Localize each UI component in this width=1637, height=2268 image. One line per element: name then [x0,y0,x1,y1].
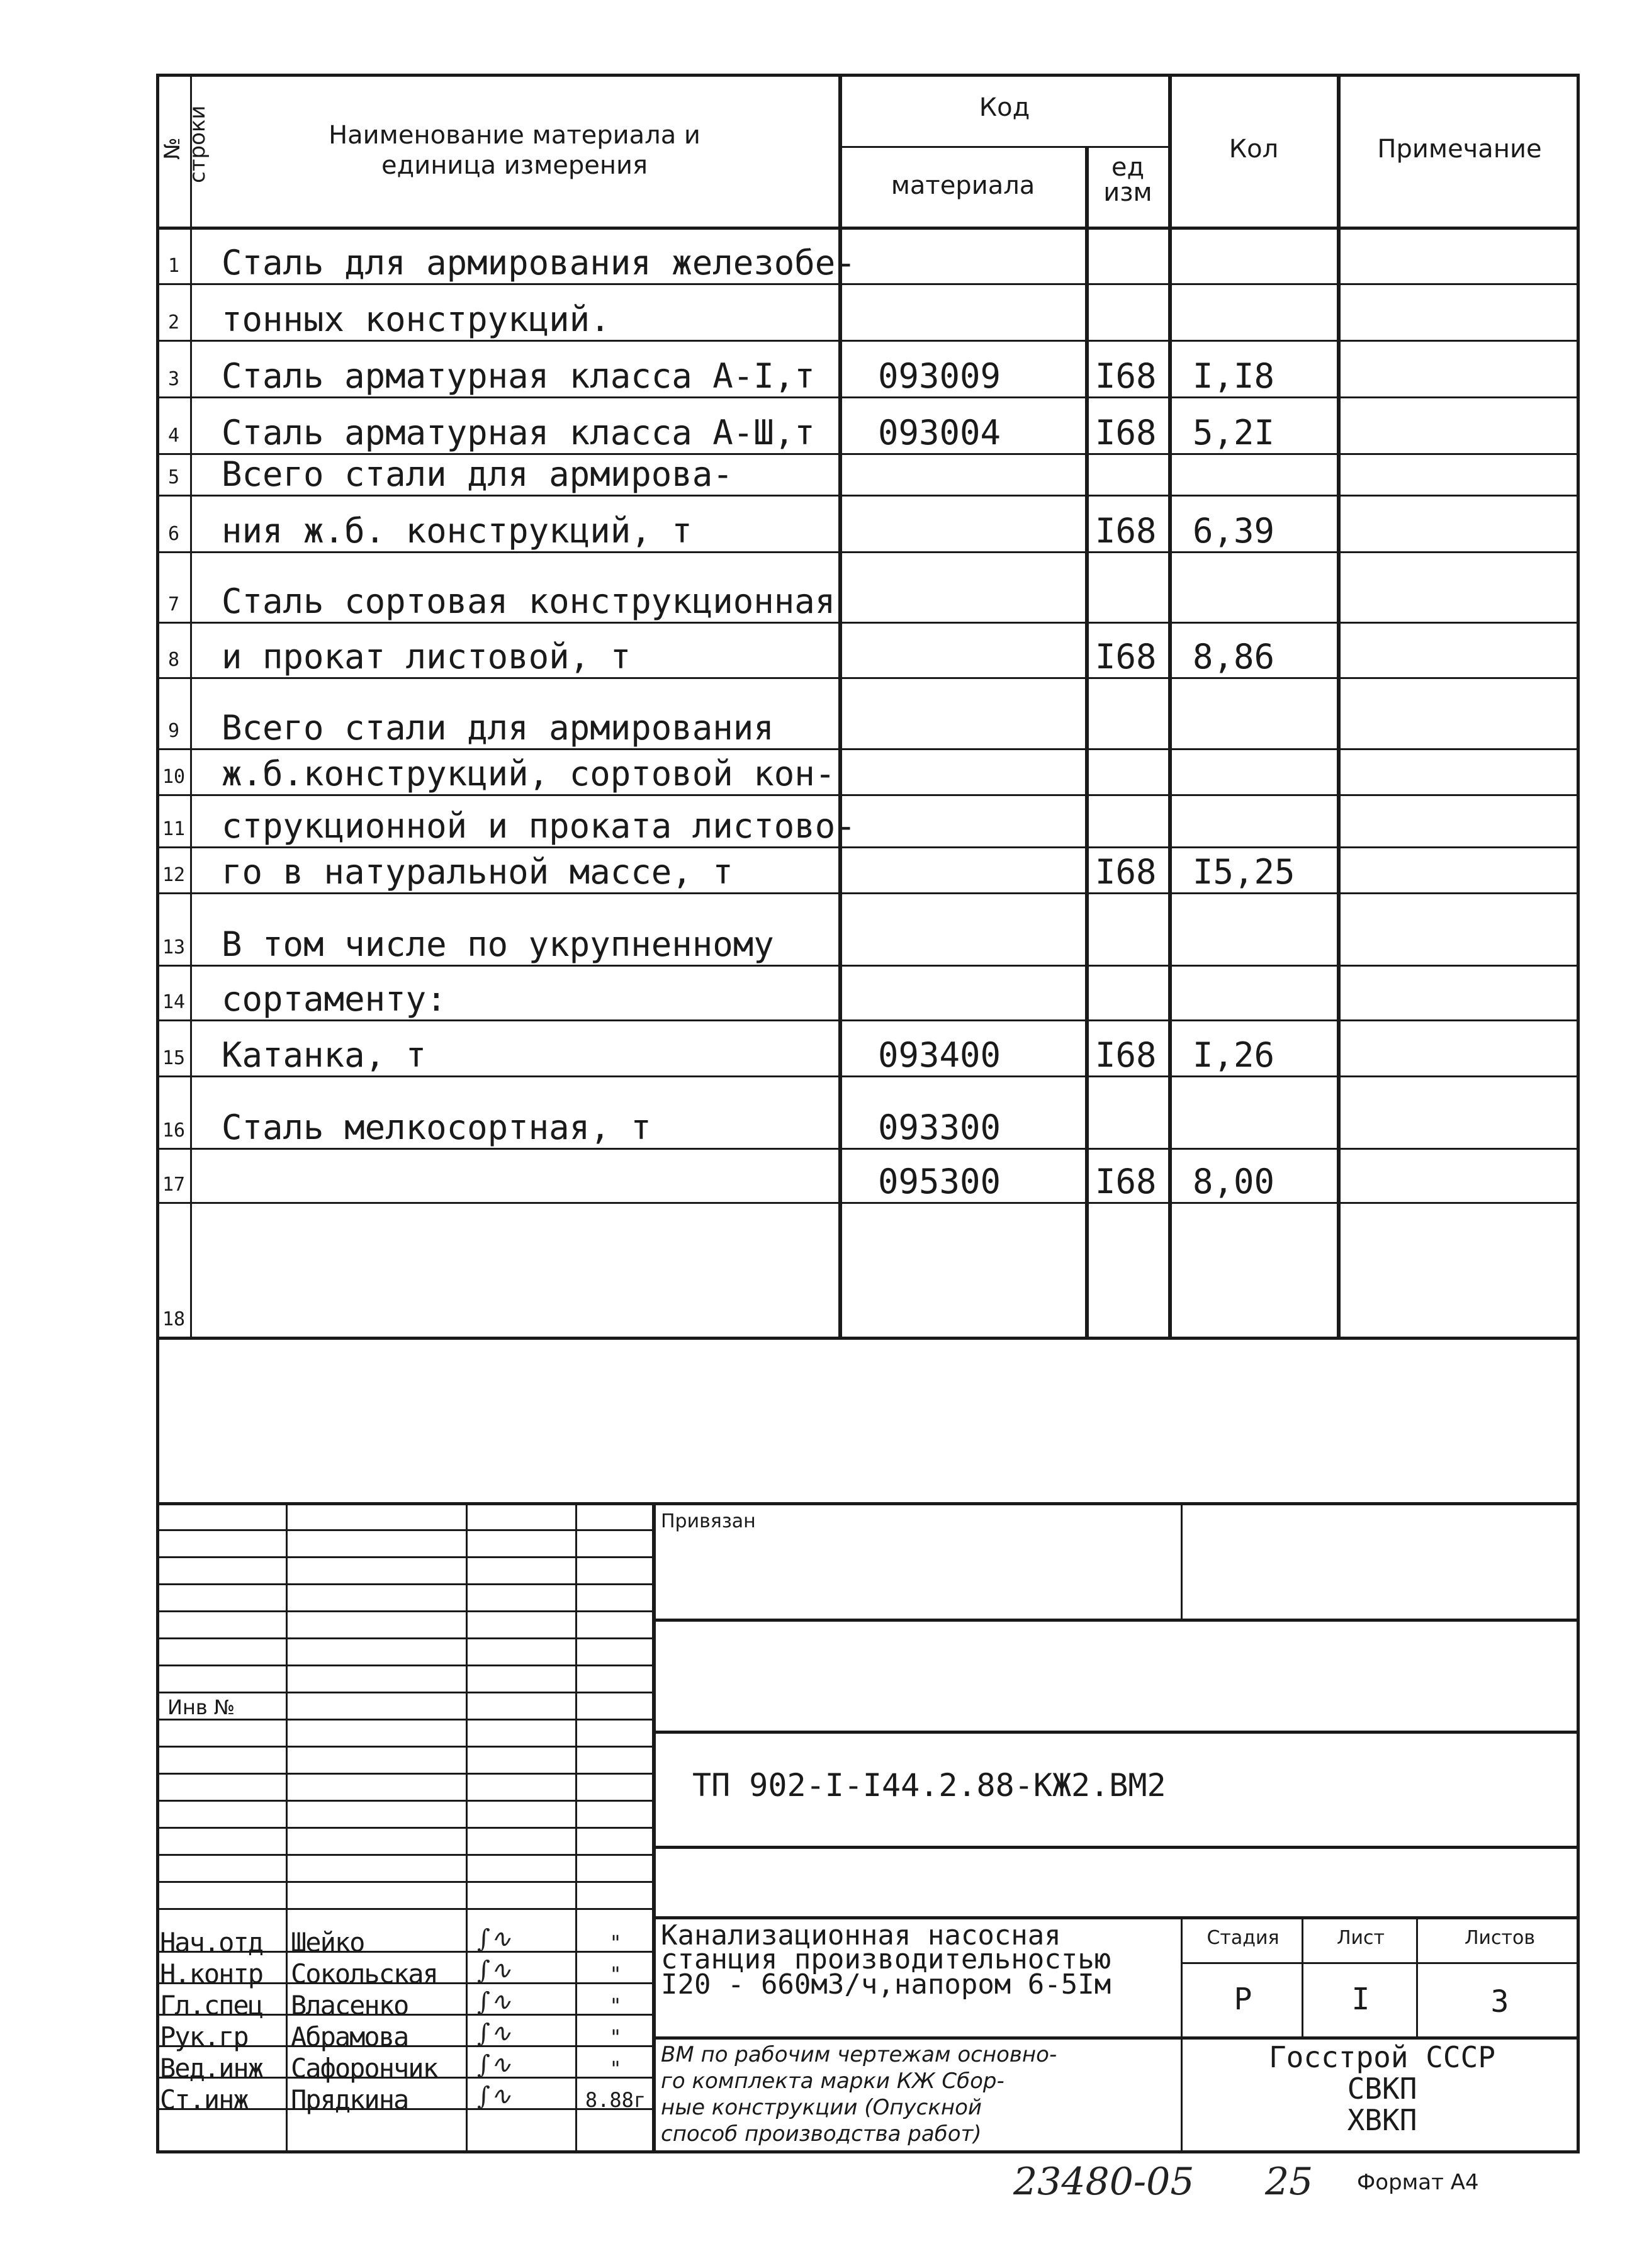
row-number-divider [156,1202,191,1204]
row-divider [190,283,1337,285]
stage-label: Стадия [1207,1927,1280,1949]
tb-right-line-1 [653,1619,1580,1622]
row-number: 14 [162,991,186,1013]
row-divider-tail [1337,846,1580,848]
sheet-value: I [1351,1982,1370,2017]
row-number-divider [156,965,191,967]
row-divider [190,340,1337,342]
staff-name: Прядкина [291,2084,408,2115]
tb-left-line-5 [156,1637,653,1639]
row-divider [190,1148,1337,1150]
row-number: 1 [167,255,180,277]
row-number: 18 [162,1308,186,1330]
tb-stage-line [1181,1962,1580,1964]
tb-bound-divider [1181,1502,1183,1619]
material-name: В том числе по укрупненному [222,924,774,964]
row-divider [190,495,1337,497]
unit-header-line2: изм [1103,178,1152,207]
tb-left-line-11 [156,1800,653,1802]
row-number: 4 [167,425,180,447]
bound-label: Привязан [661,1510,756,1532]
staff-name: Абрамова [291,2021,408,2052]
tb-col-role [286,1502,288,2153]
staff-date: " [609,2025,622,2049]
row-divider [190,965,1337,967]
row-number-divider [156,453,191,455]
material-code: 093004 [878,413,1001,452]
unit-code: I68 [1095,356,1157,396]
row-number-divider [156,551,191,553]
material-code: 095300 [878,1162,1001,1201]
organization-line3: ХВКП [1347,2103,1417,2137]
row-divider [190,622,1337,624]
row-number-divider [156,396,191,398]
tb-left-line-6 [156,1665,653,1666]
row-number: 7 [167,593,180,615]
row-number-divider [156,794,191,796]
document-code: ТП 902-I-I44.2.88-КЖ2.ВМ2 [692,1767,1166,1804]
header-bottom-line [156,227,1580,230]
material-name: сортаменту: [222,979,447,1019]
material-name: струкционной и проката листово- [222,806,856,846]
row-divider [190,892,1337,894]
staff-name: Шейко [291,1927,364,1958]
unit-code: I68 [1095,511,1157,551]
quantity: 6,39 [1193,511,1275,551]
tb-sheets-divider [1416,1916,1418,2036]
tb-left-line-10 [156,1773,653,1775]
row-number: 6 [167,523,180,545]
format-label: Формат А4 [1357,2170,1479,2195]
row-number: 13 [162,936,186,958]
inventory-label: Инв № [167,1695,235,1719]
quantity: 5,2I [1193,413,1275,452]
row-number-divider [156,1019,191,1021]
tb-desc-divider [1181,2036,1183,2153]
material-code: 093300 [878,1108,1001,1147]
tb-left-line-4 [156,1610,653,1612]
unit-code: I68 [1095,1162,1157,1201]
material-code: 093400 [878,1035,1001,1075]
unit-header-line1: ед [1111,153,1145,182]
code-header: Код [979,93,1030,122]
staff-name: Сокольская [291,1958,437,1989]
row-number: 9 [167,720,180,742]
row-divider [190,677,1337,679]
row-number: 17 [162,1174,186,1196]
row-number: 15 [162,1047,186,1069]
material-name: тонных конструкций. [222,300,610,339]
row-divider-tail [1337,1019,1580,1021]
row-number-header: № строки [160,105,210,183]
page-number: 25 [1265,2160,1314,2204]
organization-line1: Госстрой СССР [1268,2040,1496,2074]
material-name: Сталь сортовая конструкционная [222,581,836,621]
signature-icon: ∫∿ [477,2082,512,2111]
row-divider-tail [1337,892,1580,894]
unit-code: I68 [1095,413,1157,452]
row-divider-tail [1337,622,1580,624]
stage-value: Р [1234,1982,1252,2017]
signature-icon: ∫∿ [477,1956,512,1985]
row-divider [190,794,1337,796]
name-header-line2: единица измерения [381,151,648,180]
quantity: I,I8 [1193,356,1275,396]
signature-icon: ∫∿ [477,2050,512,2079]
project-title-line2: станция производительностью [661,1943,1111,1975]
row-number-divider [156,1148,191,1150]
staff-date: " [609,1931,622,1955]
table-bottom-line [156,1337,1580,1340]
note-header: Примечание [1377,135,1542,164]
row-divider-tail [1337,794,1580,796]
material-name: Сталь мелкосортная, т [222,1108,651,1147]
row-divider-tail [1337,283,1580,285]
material-name: Сталь арматурная класса А-I,т [222,356,815,396]
material-name: ния ж.б. конструкций, т [222,511,692,551]
row-number-divider [156,748,191,750]
material-name: и прокат листовой, т [222,637,631,676]
sheet-description-line3: ные конструкции (Опускной [661,2095,982,2120]
tb-top-line [156,1502,1580,1505]
row-divider-tail [1337,1202,1580,1204]
quantity: I,26 [1193,1035,1275,1075]
row-divider-tail [1337,495,1580,497]
staff-name: Власенко [291,1990,408,2021]
staff-role: Гл.спец [160,1990,263,2021]
row-number-divider [156,283,191,285]
tb-right-line-2 [653,1731,1580,1734]
row-divider [190,1019,1337,1021]
tb-left-line-9 [156,1746,653,1748]
quantity: 8,00 [1193,1162,1275,1201]
signature-icon: ∫∿ [477,1987,512,2016]
sheet-description-line4: способ производства работ) [661,2121,982,2147]
quantity: 8,86 [1193,637,1275,676]
tb-col-name [466,1502,468,2153]
row-number-divider [156,846,191,848]
row-number-divider [156,622,191,624]
material-name: Сталь арматурная класса А-Ш,т [222,413,815,452]
col-unit-divider [1085,146,1089,1339]
row-number-divider [156,340,191,342]
row-number-divider [156,495,191,497]
code-sub-divider [838,146,1168,148]
row-divider [190,846,1337,848]
row-divider-tail [1337,1148,1580,1150]
row-divider [190,396,1337,398]
row-divider-tail [1337,677,1580,679]
row-number-divider [156,1075,191,1077]
row-divider-tail [1337,453,1580,455]
project-title-line1: Канализационная насосная [661,1919,1061,1951]
row-divider-tail [1337,748,1580,750]
tb-left-line-3 [156,1583,653,1585]
row-divider [190,1075,1337,1077]
row-divider [190,1202,1337,1204]
material-name: го в натуральной массе, т [222,852,733,892]
tb-left-line-1 [156,1529,653,1531]
tb-desc-line [653,2036,1580,2040]
row-divider [190,748,1337,750]
row-divider-tail [1337,965,1580,967]
project-title-line3: I20 - 660м3/ч,напором 6-5Iм [661,1968,1111,2001]
tb-left-line-15 [156,1908,653,1910]
organization-line2: СВКП [1347,2072,1417,2106]
staff-date: " [609,1962,622,1986]
staff-role: Вед.инж [160,2053,263,2084]
material-code: 093009 [878,356,1001,396]
sheets-value: 3 [1490,1984,1509,2019]
quantity: I5,25 [1193,852,1295,892]
name-header-line1: Наименование материала и [329,121,700,150]
material-name: Всего стали для армирова- [222,454,733,494]
tb-col-date [652,1502,656,2153]
qty-header: Кол [1229,135,1279,164]
row-divider-tail [1337,396,1580,398]
row-divider-tail [1337,551,1580,553]
tb-left-line-12 [156,1827,653,1829]
tb-stage-divider [1181,1916,1183,2036]
archive-number: 23480-05 [1013,2160,1195,2204]
tb-left-line-7 [156,1692,653,1693]
row-number: 12 [162,864,186,886]
row-number: 3 [167,368,180,390]
staff-date: " [609,2057,622,2080]
staff-role: Нач.отд [160,1927,263,1958]
tb-left-line-14 [156,1881,653,1883]
staff-date: 8.88г [585,2088,646,2112]
tb-left-line-13 [156,1854,653,1856]
staff-name: Сафорончик [291,2053,437,2084]
staff-role: Рук.гр [160,2021,248,2052]
signature-icon: ∫∿ [477,1924,512,1953]
unit-code: I68 [1095,1035,1157,1075]
row-number: 2 [167,312,180,334]
row-number: 11 [162,818,186,840]
row-divider-tail [1337,1075,1580,1077]
sheets-label: Листов [1464,1927,1536,1949]
row-divider-tail [1337,340,1580,342]
tb-right-line-3 [653,1846,1580,1849]
material-name: Сталь для армирования железобе- [222,243,856,283]
row-number-divider [156,892,191,894]
material-header: материала [891,171,1035,200]
row-number: 16 [162,1120,186,1142]
sheet-label: Лист [1336,1927,1385,1949]
sheet-description-line2: го комплекта марки КЖ Сбор- [661,2069,1004,2094]
row-number-divider [156,677,191,679]
tb-sheet-divider [1302,1916,1303,2036]
staff-role: Ст.инж [160,2084,248,2115]
staff-role: Н.контр [160,1958,263,1989]
material-name: ж.б.конструкций, сортовой кон- [222,754,836,794]
signature-icon: ∫∿ [477,2019,512,2048]
row-divider [190,551,1337,553]
staff-date: " [609,1994,622,2018]
tb-left-line-2 [156,1556,653,1558]
row-number: 8 [167,649,180,671]
unit-code: I68 [1095,637,1157,676]
tb-col-sign [575,1502,577,2153]
sheet-description-line1: ВМ по рабочим чертежам основно- [661,2042,1057,2067]
row-number: 5 [167,466,180,488]
row-number: 10 [162,766,186,788]
material-name: Катанка, т [222,1035,427,1075]
material-name: Всего стали для армирования [222,708,774,748]
unit-code: I68 [1095,852,1157,892]
